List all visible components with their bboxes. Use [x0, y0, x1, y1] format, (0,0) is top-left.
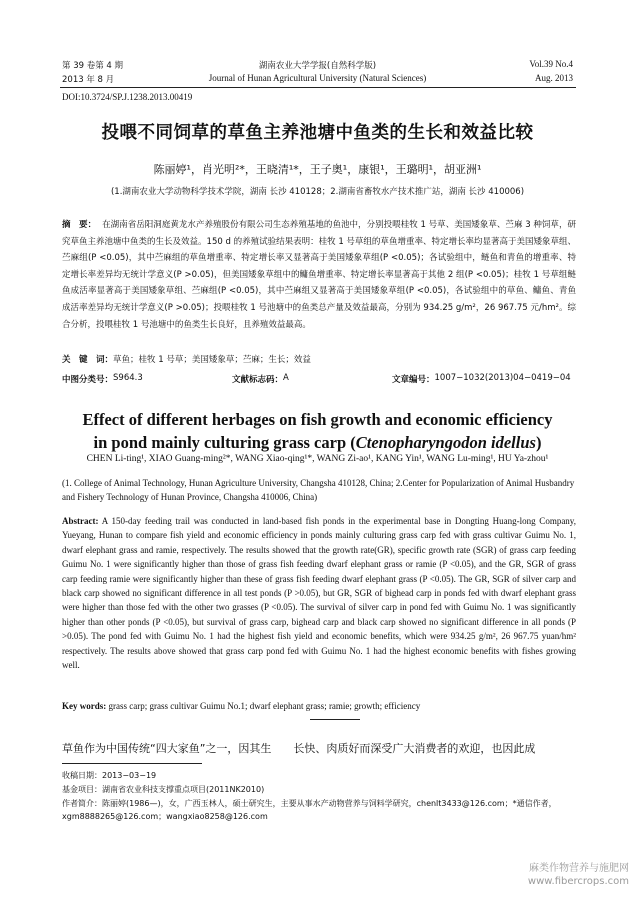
watermark-url: www.fibercrops.com: [527, 876, 629, 887]
footnote-rule: [62, 763, 202, 764]
article-title-cn: 投喂不同饲草的草鱼主养池塘中鱼类的生长和效益比较: [101, 123, 534, 143]
article-number: 文章编号： 1007−1032(2013)04−0419−04: [392, 373, 571, 385]
abstract-en-label: Abstract:: [62, 516, 99, 526]
journal-name-en: Journal of Hunan Agricultural University (Natural Sciences): [208, 73, 427, 83]
keywords-en-label: Key words:: [62, 701, 107, 711]
journal-date-en: Aug. 2013: [535, 73, 573, 83]
affiliation-en: (1. College of Animal Technology, Hunan Agriculture University, Changsha 410128, China; 2.Center for Popularization of Animal Husbandry and Fishery Technology of Hunan Province, Changsha 410006, China): [62, 478, 575, 502]
affiliation-cn: (1.湖南农业大学动物科学技术学院，湖南 长沙 410128；2.湖南省畜牧水产技术推广站，湖南 长沙 410006): [110, 187, 525, 197]
journal-volume-en: Vol.39 No.4: [529, 59, 573, 69]
keywords-cn: [62, 353, 311, 365]
header-rule: [60, 87, 576, 88]
article-title-en: [0, 408, 635, 454]
footnote-fund: 基金项目：湖南省农业科技支撑重点项目(2011NK2010): [62, 785, 265, 794]
section-divider: [310, 719, 360, 720]
watermark-cn: 麻类作物营养与施肥网: [529, 863, 629, 874]
keywords-en: [62, 701, 420, 711]
footnote-author: 作者简介：陈丽婷(1986—)，女，广西玉林人，硕士研究生，主要从事水产动物营养与饲料学研究，chenlt3433@126.com；*通信作者，xgm8888265@126.com；wangxiao8258@126.com: [62, 799, 557, 821]
abstract-cn: [62, 217, 576, 333]
abstract-en: [62, 514, 576, 672]
keywords-cn-text: 草鱼；桂牧 1 号草；美国矮象草；苎麻；生长；效益: [113, 355, 311, 365]
title-en-line2: in pond mainly culturing grass carp (Ctenopharyngodon idellus): [93, 433, 542, 452]
abstract-cn-text: 在湖南省岳阳洞庭黄龙水产养殖股份有限公司生态养殖基地的鱼池中，分别投喂桂牧 1 号草、美国矮象草、苎麻 3 种饲草，研究草鱼主养池塘中鱼类的生长及效益。150 d 的养殖试验结果表明：桂牧 1 号草组的草鱼增重率、特定增长率均显著高于美国矮象草组、苎麻组(P <0.05)，其中苎麻组的草鱼增重率、特定增长率又显著高于美国矮象草组(P <0.05)；各试验组中，鲢鱼和青鱼的增重率、特定增长率差异均无统计学意义(P >0.05)，但美国矮象草组中的鳙鱼增重率、特定增长率显著高于其他 2 组(P <0.05)；桂牧 1 号草组鲢鱼成活率显著高于美国矮象草组、苎麻组(P <0.05)，其中苎麻组又显著高于美国矮象草组(P <0.05)，各试验组中的草鱼、鳙鱼、青鱼成活率差异均无统计学意义(P >0.05)；投喂桂牧 1 号池塘中的鱼类总产量及效益最高，分别为 934.25 g/m²，26 967.75 元/hm²。综合分析，投喂桂牧 1 号池塘中的鱼类生长良好，且养殖效益最高。: [62, 220, 576, 330]
authors-en: CHEN Li-ting¹, XIAO Guang-ming²*, WANG Xiao-qing¹*, WANG Zi-ao¹, KANG Yin¹, WANG Lu-ming¹, HU Ya-zhou¹: [86, 454, 549, 464]
footnote-received: 收稿日期：2013−03−19: [62, 771, 157, 780]
class-number: 中图分类号： S964.3: [62, 373, 143, 385]
authors-cn: 陈丽婷¹，肖光明²*，王晓清¹*，王子奥¹，康银¹，王璐明¹，胡亚洲¹: [153, 163, 482, 176]
abstract-cn-label: 摘 要：: [62, 220, 97, 230]
keywords-en-text: grass carp; grass cultivar Guimu No.1; dwarf elephant grass; ramie; growth; efficiency: [108, 701, 421, 711]
journal-volume-cn: 第 39 卷第 4 期: [62, 61, 124, 71]
keywords-cn-label: 关 键 词：: [62, 355, 114, 365]
species-name: Ctenopharyngodon idellus: [355, 433, 536, 452]
doc-code: 文献标志码： A: [232, 373, 289, 385]
title-en-line1: Effect of different herbages on fish growth and economic efficiency: [82, 410, 553, 429]
watermark: [528, 862, 629, 888]
body-intro: 草鱼作为中国传统“四大家鱼”之一，因其生 长快、肉质好而深受广大消费者的欢迎，也因此成: [62, 742, 536, 755]
doi: DOI:10.3724/SP.J.1238.2013.00419: [62, 92, 193, 102]
journal-date-cn: 2013 年 8 月: [62, 75, 115, 85]
journal-name-cn: 湖南农业大学学报(自然科学版): [258, 61, 377, 71]
abstract-en-text: A 150-day feeding trail was conducted in land-based fish ponds in the experimental base in Dongting Huang-long Company, Yueyang, Hunan to compare fish yield and economic efficiency in ponds mainly culturing grass carp fed with grass cultivar Guimu No. 1, dwarf elephant grass and ramie, respectively. The results showed that the growth rate(GR), specific growth rate (SGR) of grass carp feeding Guimu No. 1 were significantly higher than those of grass fish feeding dwarf elephant grass or ramie (P <0.05), and the GR, SGR of grass carp feeding ramie were significantly higher than these of grass fish feeding dwarf elephant grass (P <0.05). The GR, SGR of silver carp and black carp showed no significant difference in all test ponds (P >0.05), but GR, SGR of bighead carp in ponds fed with dwarf elephant grass were higher than those fed with the other two grasses (P <0.05). The survival of silver carp in pond fed with Guimu No. 1 was significantly higher than other ponds (P <0.05), but survival of grass carp, bighead carp and black carp showed no significant difference in all ponds (P >0.05). The pond fed with Guimu No. 1 had the highest fish yield and economic benefits, which were 934.25 g/m², 26 967.75 yuan/hm² respectively. The results above showed that grass carp pond fed with Guimu No. 1 had the highest economic benefits with fishes growing well.: [62, 516, 576, 671]
